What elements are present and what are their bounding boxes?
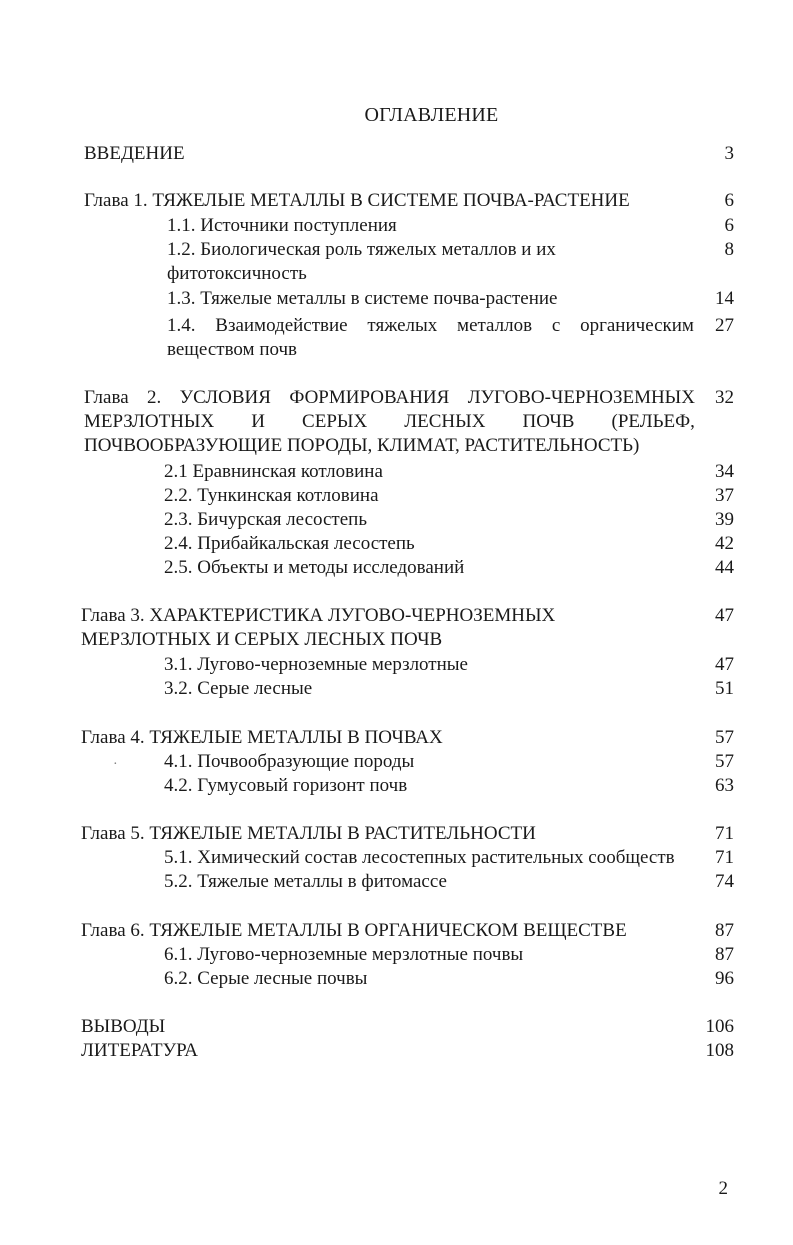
ch4-page: 57 xyxy=(715,727,734,748)
ch3-line1: Глава 3. ХАРАКТЕРИСТИКА ЛУГОВО-ЧЕРНОЗЕМНЫХ xyxy=(81,605,556,626)
s2-5-label: 2.5. Объекты и методы исследований xyxy=(164,557,465,578)
word: МЕРЗЛОТНЫХ xyxy=(84,411,215,432)
s1-1-label: 1.1. Источники поступления xyxy=(167,215,397,236)
s4-2-page: 63 xyxy=(715,775,734,796)
toc-title: ОГЛАВЛЕНИЕ xyxy=(364,104,499,126)
intro-page: 3 xyxy=(724,143,734,164)
ch4-label: Глава 4. ТЯЖЕЛЫЕ МЕТАЛЛЫ В ПОЧВАХ xyxy=(81,727,443,748)
literature-label: ЛИТЕРАТУРА xyxy=(81,1040,198,1061)
s2-4-page: 42 xyxy=(715,533,734,554)
ch6-label: Глава 6. ТЯЖЕЛЫЕ МЕТАЛЛЫ В ОРГАНИЧЕСКОМ ВЕЩЕСТВЕ xyxy=(81,920,627,941)
s2-3-label: 2.3. Бичурская лесостепь xyxy=(164,509,367,530)
word: СЕРЫХ xyxy=(302,411,368,432)
s4-1-page: 57 xyxy=(715,751,734,772)
s5-2-label: 5.2. Тяжелые металлы в фитомассе xyxy=(164,871,447,892)
s3-2-page: 51 xyxy=(715,678,734,699)
literature-page: 108 xyxy=(705,1040,734,1061)
s4-2-label: 4.2. Гумусовый горизонт почв xyxy=(164,775,408,796)
s6-2-page: 96 xyxy=(715,968,734,989)
intro-label: ВВЕДЕНИЕ xyxy=(84,143,185,164)
ch1-title: ТЯЖЕЛЫЕ МЕТАЛЛЫ В СИСТЕМЕ ПОЧВА-РАСТЕНИЕ xyxy=(152,190,630,211)
word: ФОРМИРОВАНИЯ xyxy=(289,387,450,408)
s3-2-label: 3.2. Серые лесные xyxy=(164,678,313,699)
ch1-prefix: Глава 1. xyxy=(84,190,148,211)
word: органическим xyxy=(580,315,694,336)
s6-2-label: 6.2. Серые лесные почвы xyxy=(164,968,368,989)
ch2-line2 xyxy=(84,410,695,434)
ch2-line1 xyxy=(84,386,695,410)
s1-2-line2: фитотоксичность xyxy=(167,263,307,284)
s1-4-page: 27 xyxy=(715,315,734,336)
s1-3-page: 14 xyxy=(715,288,734,309)
s1-1-page: 6 xyxy=(724,215,734,236)
s1-4-line1 xyxy=(167,314,694,338)
s5-2-page: 74 xyxy=(715,871,734,892)
ch6-page: 87 xyxy=(715,920,734,941)
ch5-page: 71 xyxy=(715,823,734,844)
s1-2-line1: 1.2. Биологическая роль тяжелых металлов и их xyxy=(167,239,556,260)
s4-1-label: 4.1. Почвообразующие породы xyxy=(164,751,415,772)
word: тяжелых xyxy=(367,315,438,336)
word: (РЕЛЬЕФ, xyxy=(611,411,695,432)
word: 2. xyxy=(147,387,162,408)
s2-5-page: 44 xyxy=(715,557,734,578)
s1-3-label: 1.3. Тяжелые металлы в системе почва-растение xyxy=(167,288,558,309)
s3-1-label: 3.1. Лугово-черноземные мерзлотные xyxy=(164,654,468,675)
ch1-page: 6 xyxy=(724,190,734,211)
word: УСЛОВИЯ xyxy=(179,387,271,408)
s1-2-page: 8 xyxy=(724,239,734,260)
word: Глава xyxy=(84,387,129,408)
ch3-page: 47 xyxy=(715,605,734,626)
ch3-line2: МЕРЗЛОТНЫХ И СЕРЫХ ЛЕСНЫХ ПОЧВ xyxy=(81,629,443,650)
s6-1-page: 87 xyxy=(715,944,734,965)
s2-3-page: 39 xyxy=(715,509,734,530)
word: ЛЕСНЫХ xyxy=(404,411,486,432)
s2-1-page: 34 xyxy=(715,461,734,482)
word: Взаимодействие xyxy=(215,315,348,336)
conclusions-page: 106 xyxy=(705,1016,734,1037)
word: с xyxy=(551,315,561,336)
s2-2-label: 2.2. Тункинская котловина xyxy=(164,485,379,506)
s2-1-label: 2.1 Еравнинская котловина xyxy=(164,461,383,482)
s2-2-page: 37 xyxy=(715,485,734,506)
ch2-page: 32 xyxy=(715,387,734,408)
ch5-label: Глава 5. ТЯЖЕЛЫЕ МЕТАЛЛЫ В РАСТИТЕЛЬНОСТИ xyxy=(81,823,536,844)
s3-1-page: 47 xyxy=(715,654,734,675)
page-number: 2 xyxy=(718,1178,728,1199)
conclusions-label: ВЫВОДЫ xyxy=(81,1016,166,1037)
word: ПОЧВ xyxy=(522,411,575,432)
s5-1-page: 71 xyxy=(715,847,734,868)
s2-4-label: 2.4. Прибайкальская лесостепь xyxy=(164,533,415,554)
word: 1.4. xyxy=(167,315,196,336)
s5-1-label: 5.1. Химический состав лесостепных растительных сообществ xyxy=(164,847,675,868)
ch2-line3: ПОЧВООБРАЗУЮЩИЕ ПОРОДЫ, КЛИМАТ, РАСТИТЕЛЬНОСТЬ) xyxy=(84,435,640,456)
s1-4-line2: веществом почв xyxy=(167,339,298,360)
word: металлов xyxy=(457,315,533,336)
word: И xyxy=(251,411,265,432)
scan-speck: · xyxy=(113,757,118,772)
word: ЛУГОВО-ЧЕРНОЗЕМНЫХ xyxy=(467,387,695,408)
s6-1-label: 6.1. Лугово-черноземные мерзлотные почвы xyxy=(164,944,524,965)
